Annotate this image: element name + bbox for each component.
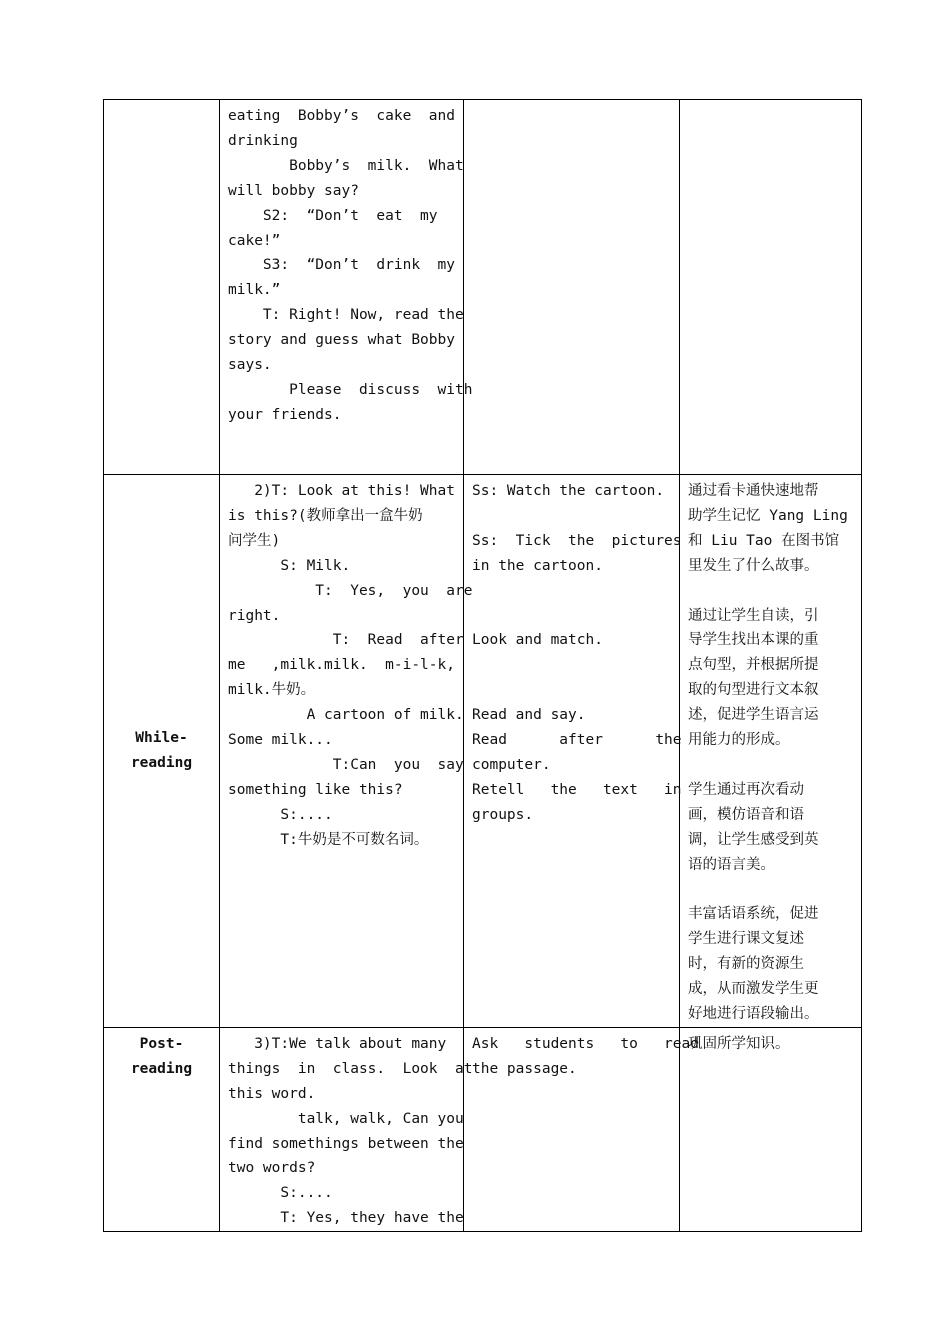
text-line: S3: “Don’t drink my <box>228 257 455 274</box>
text-line: your friends. <box>228 406 342 423</box>
text-line: 点句型，并根据所提 <box>688 657 819 674</box>
text-line: S:.... <box>228 806 333 823</box>
stage-label: reading <box>130 1060 193 1077</box>
text-line: Retell the text in <box>472 781 682 798</box>
lesson-plan-table <box>103 99 862 1232</box>
stage-cell <box>104 100 220 475</box>
student-activity-cell <box>464 1027 699 1231</box>
text-line: S: Milk. <box>228 557 351 574</box>
text-line <box>688 877 854 902</box>
text-line: S2: “Don’t eat my <box>228 207 438 224</box>
text-line: things in class. Look at <box>228 1060 473 1077</box>
text-line: groups. <box>472 806 534 823</box>
teacher-activity-cell <box>220 1027 473 1231</box>
text-line: cake!” <box>228 232 281 249</box>
text-line: something like this? <box>228 781 403 798</box>
text-line: me ,milk.milk. m-i-l-k, <box>228 657 455 674</box>
text-line: is this?(教师拿出一盒牛奶 <box>228 507 423 524</box>
text-line: 和 Liu Tao 在图书馆 <box>688 532 840 549</box>
text-line: right. <box>228 607 281 624</box>
text-line: 学生进行课文复述 <box>688 931 804 948</box>
purpose-cell <box>680 475 862 1028</box>
student-activity-cell <box>464 100 680 475</box>
stage-label: While- <box>135 730 188 747</box>
text-line: milk.” <box>228 282 281 299</box>
teacher-activity-cell <box>220 100 473 475</box>
text-line: eating Bobby’s cake and <box>228 108 455 124</box>
text-line: 2)T: Look at this! What <box>228 483 455 499</box>
text-line <box>472 504 672 529</box>
table-row <box>104 100 862 475</box>
text-line: Ss: Watch the cartoon. <box>472 483 665 499</box>
stage-label: Post- <box>139 1035 184 1052</box>
text-line: 问学生) <box>228 532 281 549</box>
text-line: 通过让学生自读，引 <box>688 607 819 624</box>
text-line: drinking <box>228 132 298 149</box>
text-line <box>688 579 854 604</box>
text-line: T: Yes, you are <box>228 582 473 599</box>
text-line: 取的句型进行文本叙 <box>688 682 819 699</box>
text-line: S:.... <box>228 1185 333 1202</box>
text-line: 用能力的形成。 <box>688 732 790 749</box>
text-line: 调，让学生感受到英 <box>688 831 819 848</box>
purpose-cell <box>680 1027 862 1231</box>
table-row <box>104 1027 862 1231</box>
text-line: T: Yes, they have the <box>228 1210 464 1227</box>
text-line: 时，有新的资源生 <box>688 956 804 973</box>
purpose-cell <box>680 100 862 475</box>
text-line <box>472 653 672 678</box>
text-line: 助学生记忆 Yang Ling <box>688 507 848 524</box>
text-line: A cartoon of milk. <box>228 707 464 724</box>
text-line: Look and match. <box>472 632 603 649</box>
text-line: T: Right! Now, read the <box>228 307 464 324</box>
text-line <box>688 753 854 778</box>
text-line: talk, walk, Can you <box>228 1110 464 1127</box>
text-line: 成，从而激发学生更 <box>688 981 819 998</box>
text-line <box>472 678 672 703</box>
text-line: milk.牛奶。 <box>228 682 316 699</box>
text-line: Read and say. <box>472 707 586 724</box>
text-line: 好地进行语段输出。 <box>688 1005 819 1022</box>
text-line: find somethings between the <box>228 1135 464 1152</box>
text-line: Read after the <box>472 731 682 748</box>
text-line: story and guess what Bobby <box>228 332 455 349</box>
table-row <box>104 475 862 1028</box>
text-line: 述，促进学生语言运 <box>688 707 819 724</box>
text-line: 3)T:We talk about many <box>228 1035 447 1052</box>
text-line: 丰富话语系统，促进 <box>688 906 819 923</box>
text-line: 学生通过再次看动 <box>688 781 804 798</box>
stage-cell-post-reading <box>104 1027 220 1231</box>
text-line: says. <box>228 357 272 374</box>
text-line: Ask students to read <box>472 1035 699 1052</box>
text-line: Bobby’s milk. What <box>228 157 464 174</box>
text-line: T: Read after <box>228 632 464 649</box>
text-line: 通过看卡通快速地帮 <box>688 483 819 499</box>
text-line: Please discuss with <box>228 381 473 398</box>
text-line <box>472 579 672 604</box>
text-line <box>472 604 672 629</box>
text-line: Some milk... <box>228 732 333 749</box>
text-line: 巩固所学知识。 <box>688 1035 790 1052</box>
text-line: 里发生了什么故事。 <box>688 557 819 574</box>
text-line: T:牛奶是不可数名词。 <box>228 831 429 848</box>
text-line: the passage. <box>472 1060 577 1077</box>
text-line: two words? <box>228 1160 316 1177</box>
text-line: 语的语言美。 <box>688 856 775 873</box>
text-line: this word. <box>228 1085 316 1102</box>
text-line: in the cartoon. <box>472 557 603 574</box>
text-line: 画，模仿语音和语 <box>688 806 804 823</box>
text-line: will bobby say? <box>228 182 359 199</box>
teacher-activity-cell <box>220 475 473 1028</box>
stage-label: reading <box>130 754 193 771</box>
student-activity-cell <box>464 475 680 1028</box>
text-line: Ss: Tick the pictures <box>472 532 682 549</box>
text-line: 导学生找出本课的重 <box>688 632 819 649</box>
text-line: computer. <box>472 756 551 773</box>
text-line: T:Can you say <box>228 756 464 773</box>
stage-cell-while-reading <box>104 475 220 1028</box>
